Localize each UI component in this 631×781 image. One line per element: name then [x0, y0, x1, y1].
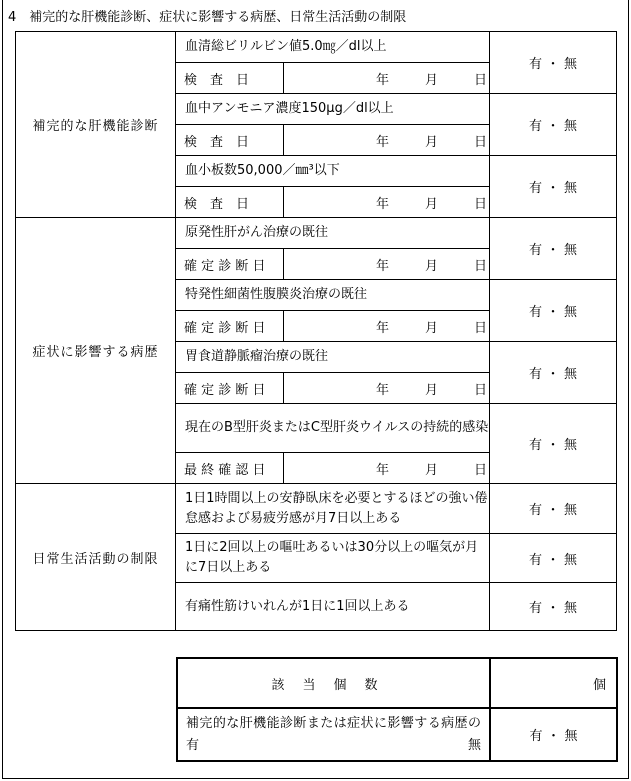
year-label: 年	[376, 258, 390, 274]
separator: ・	[546, 243, 560, 258]
year-label: 年	[376, 462, 390, 478]
year-label: 年	[376, 196, 390, 212]
count-field[interactable]	[490, 658, 617, 708]
no-option[interactable]: 無	[564, 243, 578, 258]
date-label: 確 定 診 断 日	[176, 373, 284, 404]
day-label: 日	[474, 72, 488, 88]
item-text: 血中アンモニア濃度150μg／dl以上	[176, 94, 490, 125]
year-label: 年	[376, 320, 390, 336]
section-title: 4 補完的な肝機能診断、症状に影響する病歴、日常生活活動の制限	[8, 10, 407, 25]
summary-table	[176, 657, 618, 762]
year-label: 年	[376, 72, 390, 88]
separator: ・	[546, 305, 560, 320]
separator: ・	[546, 119, 560, 134]
section-name: 日常生活活動の制限	[16, 484, 176, 631]
section-name: 症状に影響する病歴	[16, 218, 176, 484]
month-label: 月	[425, 320, 439, 336]
no-option[interactable]: 無	[564, 552, 578, 568]
yes-no-field[interactable]	[490, 708, 617, 761]
no-option[interactable]: 無	[564, 503, 578, 518]
date-field[interactable]	[284, 249, 490, 280]
month-label: 月	[425, 258, 439, 274]
yes-option[interactable]: 有	[529, 503, 543, 518]
no-option[interactable]: 無	[564, 119, 578, 134]
separator: ・	[546, 367, 560, 382]
day-label: 日	[474, 462, 488, 478]
separator: ・	[546, 601, 560, 616]
date-field[interactable]	[284, 373, 490, 404]
year-label: 年	[376, 134, 390, 150]
date-label: 確 定 診 断 日	[176, 249, 284, 280]
month-label: 月	[425, 462, 439, 478]
month-label: 月	[425, 196, 439, 212]
day-label: 日	[474, 320, 488, 336]
yes-no-field[interactable]	[490, 534, 617, 583]
yes-no-field[interactable]	[490, 342, 617, 404]
date-field[interactable]	[284, 125, 490, 156]
no-option[interactable]: 無	[564, 181, 578, 196]
item-text: 1日1時間以上の安静臥床を必要とするほどの強い倦怠感および易疲労感が月7日以上ある	[176, 484, 490, 534]
no-option[interactable]: 無	[564, 601, 578, 616]
item-text: 原発性肝がん治療の既往	[176, 218, 490, 249]
item-text: 有痛性筋けいれんが1日に1回以上ある	[176, 583, 490, 631]
summary-question: 補完的な肝機能診断または症状に影響する病歴の有無	[177, 708, 490, 761]
separator: ・	[546, 57, 560, 72]
day-label: 日	[474, 382, 488, 398]
item-text: 血清総ビリルビン値5.0㎎／dl以上	[176, 32, 490, 63]
yes-option[interactable]: 有	[529, 243, 543, 258]
date-field[interactable]	[284, 311, 490, 342]
yes-option[interactable]: 有	[529, 305, 543, 320]
date-field[interactable]	[284, 187, 490, 218]
item-text: 1日に2回以上の嘔吐あるいは30分以上の嘔気が月に7日以上ある	[176, 534, 490, 583]
separator: ・	[546, 552, 560, 568]
day-label: 日	[474, 196, 488, 212]
count-unit: 個	[592, 677, 606, 693]
item-text: 血小板数50,000／㎜³以下	[176, 156, 490, 187]
no-option[interactable]: 無	[564, 367, 578, 382]
yes-no-field[interactable]	[490, 280, 617, 342]
day-label: 日	[474, 258, 488, 274]
item-text: 特発性細菌性腹膜炎治療の既往	[176, 280, 490, 311]
section-name: 補完的な肝機能診断	[16, 32, 176, 218]
yes-no-field[interactable]	[490, 484, 617, 534]
no-option[interactable]: 無	[564, 57, 578, 72]
yes-no-field[interactable]	[490, 156, 617, 218]
yes-option[interactable]: 有	[529, 601, 543, 616]
item-text: 胃食道静脈瘤治療の既往	[176, 342, 490, 373]
date-field[interactable]	[284, 453, 490, 484]
yes-option[interactable]: 有	[529, 729, 543, 744]
separator: ・	[546, 729, 560, 744]
date-label: 確 定 診 断 日	[176, 311, 284, 342]
separator: ・	[546, 438, 560, 453]
yes-no-field[interactable]	[490, 94, 617, 156]
month-label: 月	[425, 382, 439, 398]
separator: ・	[546, 503, 560, 518]
date-label: 検 査 日	[176, 63, 284, 94]
year-label: 年	[376, 382, 390, 398]
separator: ・	[546, 181, 560, 196]
yes-no-field[interactable]	[490, 218, 617, 280]
no-option[interactable]: 無	[564, 729, 578, 744]
yes-option[interactable]: 有	[529, 367, 543, 382]
yes-option[interactable]: 有	[529, 57, 543, 72]
item-text: 現在のB型肝炎またはC型肝炎ウイルスの持続的感染	[176, 404, 490, 453]
yes-option[interactable]: 有	[529, 552, 543, 568]
yes-option[interactable]: 有	[529, 181, 543, 196]
count-label: 該当個数	[177, 658, 490, 708]
month-label: 月	[425, 134, 439, 150]
day-label: 日	[474, 134, 488, 150]
date-label: 検 査 日	[176, 125, 284, 156]
no-option[interactable]: 無	[564, 305, 578, 320]
yes-option[interactable]: 有	[529, 438, 543, 453]
yes-option[interactable]: 有	[529, 119, 543, 134]
yes-no-field[interactable]	[490, 583, 617, 631]
date-label: 検 査 日	[176, 187, 284, 218]
month-label: 月	[425, 72, 439, 88]
no-option[interactable]: 無	[564, 438, 578, 453]
date-field[interactable]	[284, 63, 490, 94]
date-label: 最 終 確 認 日	[176, 453, 284, 484]
yes-no-field[interactable]	[490, 32, 617, 94]
yes-no-field[interactable]	[490, 404, 617, 484]
liver-function-table	[15, 31, 617, 631]
